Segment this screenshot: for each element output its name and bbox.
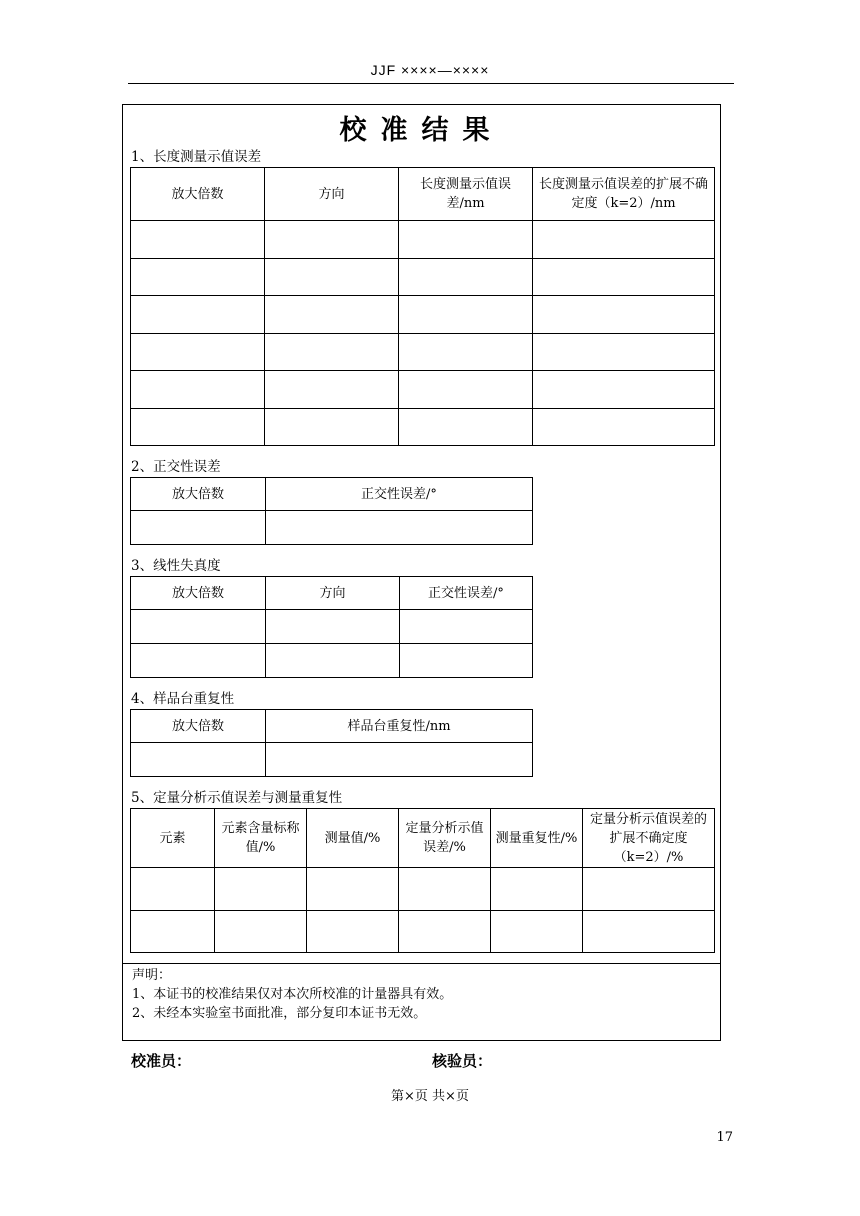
col-header: 正交性误差/° <box>400 577 533 610</box>
cell <box>307 911 399 953</box>
section4-heading: 4、样品台重复性 <box>131 691 235 707</box>
cell <box>265 259 399 296</box>
cell <box>215 868 307 911</box>
declaration-item-1: 1、本证书的校准结果仅对本次所校准的计量器具有效。 <box>132 987 453 1002</box>
cell <box>131 334 265 371</box>
cell <box>266 743 533 777</box>
cell <box>265 371 399 409</box>
cell <box>533 296 715 334</box>
cell <box>131 296 265 334</box>
cell <box>265 334 399 371</box>
cell <box>266 511 533 545</box>
table-row <box>131 221 715 259</box>
table-row <box>131 511 533 545</box>
cell <box>491 911 583 953</box>
table-row <box>131 911 715 953</box>
length-error-table <box>130 167 715 446</box>
col-header: 测量值/% <box>307 809 399 868</box>
col-header: 元素含量标称值/% <box>215 809 307 868</box>
linear-distortion-table <box>130 576 533 678</box>
checker-label: 核验员： <box>432 1052 493 1070</box>
col-header: 方向 <box>266 577 400 610</box>
cell <box>265 296 399 334</box>
declaration-item-2: 2、未经本实验室书面批准，部分复印本证书无效。 <box>132 1006 427 1021</box>
cell <box>131 409 265 446</box>
page-number: 17 <box>716 1130 733 1145</box>
cell <box>533 334 715 371</box>
cell <box>491 868 583 911</box>
cell <box>131 868 215 911</box>
cell <box>533 409 715 446</box>
section1-heading: 1、长度测量示值误差 <box>131 149 262 165</box>
table-row <box>131 644 533 678</box>
cell <box>399 409 533 446</box>
section3-heading: 3、线性失真度 <box>131 558 221 574</box>
col-header: 样品台重复性/nm <box>266 710 533 743</box>
table-row <box>131 296 715 334</box>
cell <box>533 221 715 259</box>
cell <box>307 868 399 911</box>
cell <box>399 371 533 409</box>
cell <box>583 868 715 911</box>
section2-heading: 2、正交性误差 <box>131 459 221 475</box>
cell <box>533 259 715 296</box>
cell <box>131 221 265 259</box>
cell <box>131 259 265 296</box>
cell <box>265 409 399 446</box>
col-header: 长度测量示值误差/nm <box>399 168 533 221</box>
cell <box>399 296 533 334</box>
col-header: 定量分析示值误差的扩展不确定度（k=2）/% <box>583 809 715 868</box>
cell <box>583 911 715 953</box>
table-row <box>131 868 715 911</box>
table-row <box>131 334 715 371</box>
col-header: 方向 <box>265 168 399 221</box>
cell <box>131 911 215 953</box>
col-header: 正交性误差/° <box>266 478 533 511</box>
table-row <box>131 610 533 644</box>
col-header: 放大倍数 <box>131 710 266 743</box>
cell <box>131 511 266 545</box>
cell <box>399 221 533 259</box>
table-row <box>131 409 715 446</box>
orthogonality-error-table <box>130 477 533 545</box>
standard-code-header: JJF ××××—×××× <box>370 62 490 78</box>
cell <box>215 911 307 953</box>
cell <box>399 868 491 911</box>
col-header: 元素 <box>131 809 215 868</box>
declaration-heading: 声明： <box>132 968 172 983</box>
col-header: 放大倍数 <box>131 168 265 221</box>
cell <box>400 644 533 678</box>
table-row <box>131 743 533 777</box>
cell <box>533 371 715 409</box>
calibrator-label: 校准员： <box>131 1052 192 1070</box>
quantitative-analysis-table <box>130 808 715 953</box>
col-header: 定量分析示值误差/% <box>399 809 491 868</box>
header-rule <box>128 83 734 84</box>
cell <box>400 610 533 644</box>
cell <box>131 371 265 409</box>
col-header: 放大倍数 <box>131 478 266 511</box>
cell <box>131 743 266 777</box>
cell <box>131 610 266 644</box>
col-header: 放大倍数 <box>131 577 266 610</box>
cell <box>399 259 533 296</box>
table-row <box>131 371 715 409</box>
cell <box>266 610 400 644</box>
col-header: 测量重复性/% <box>491 809 583 868</box>
cell <box>131 644 266 678</box>
page-count: 第×页 共×页 <box>391 1089 469 1104</box>
cell <box>266 644 400 678</box>
cell <box>399 911 491 953</box>
section5-heading: 5、定量分析示值误差与测量重复性 <box>131 790 343 806</box>
col-header: 长度测量示值误差的扩展不确定度（k=2）/nm <box>533 168 715 221</box>
table-row <box>131 259 715 296</box>
cell <box>265 221 399 259</box>
page-title: 校准结果 <box>339 115 504 146</box>
declaration-divider <box>122 963 721 964</box>
stage-repeatability-table <box>130 709 533 777</box>
cell <box>399 334 533 371</box>
